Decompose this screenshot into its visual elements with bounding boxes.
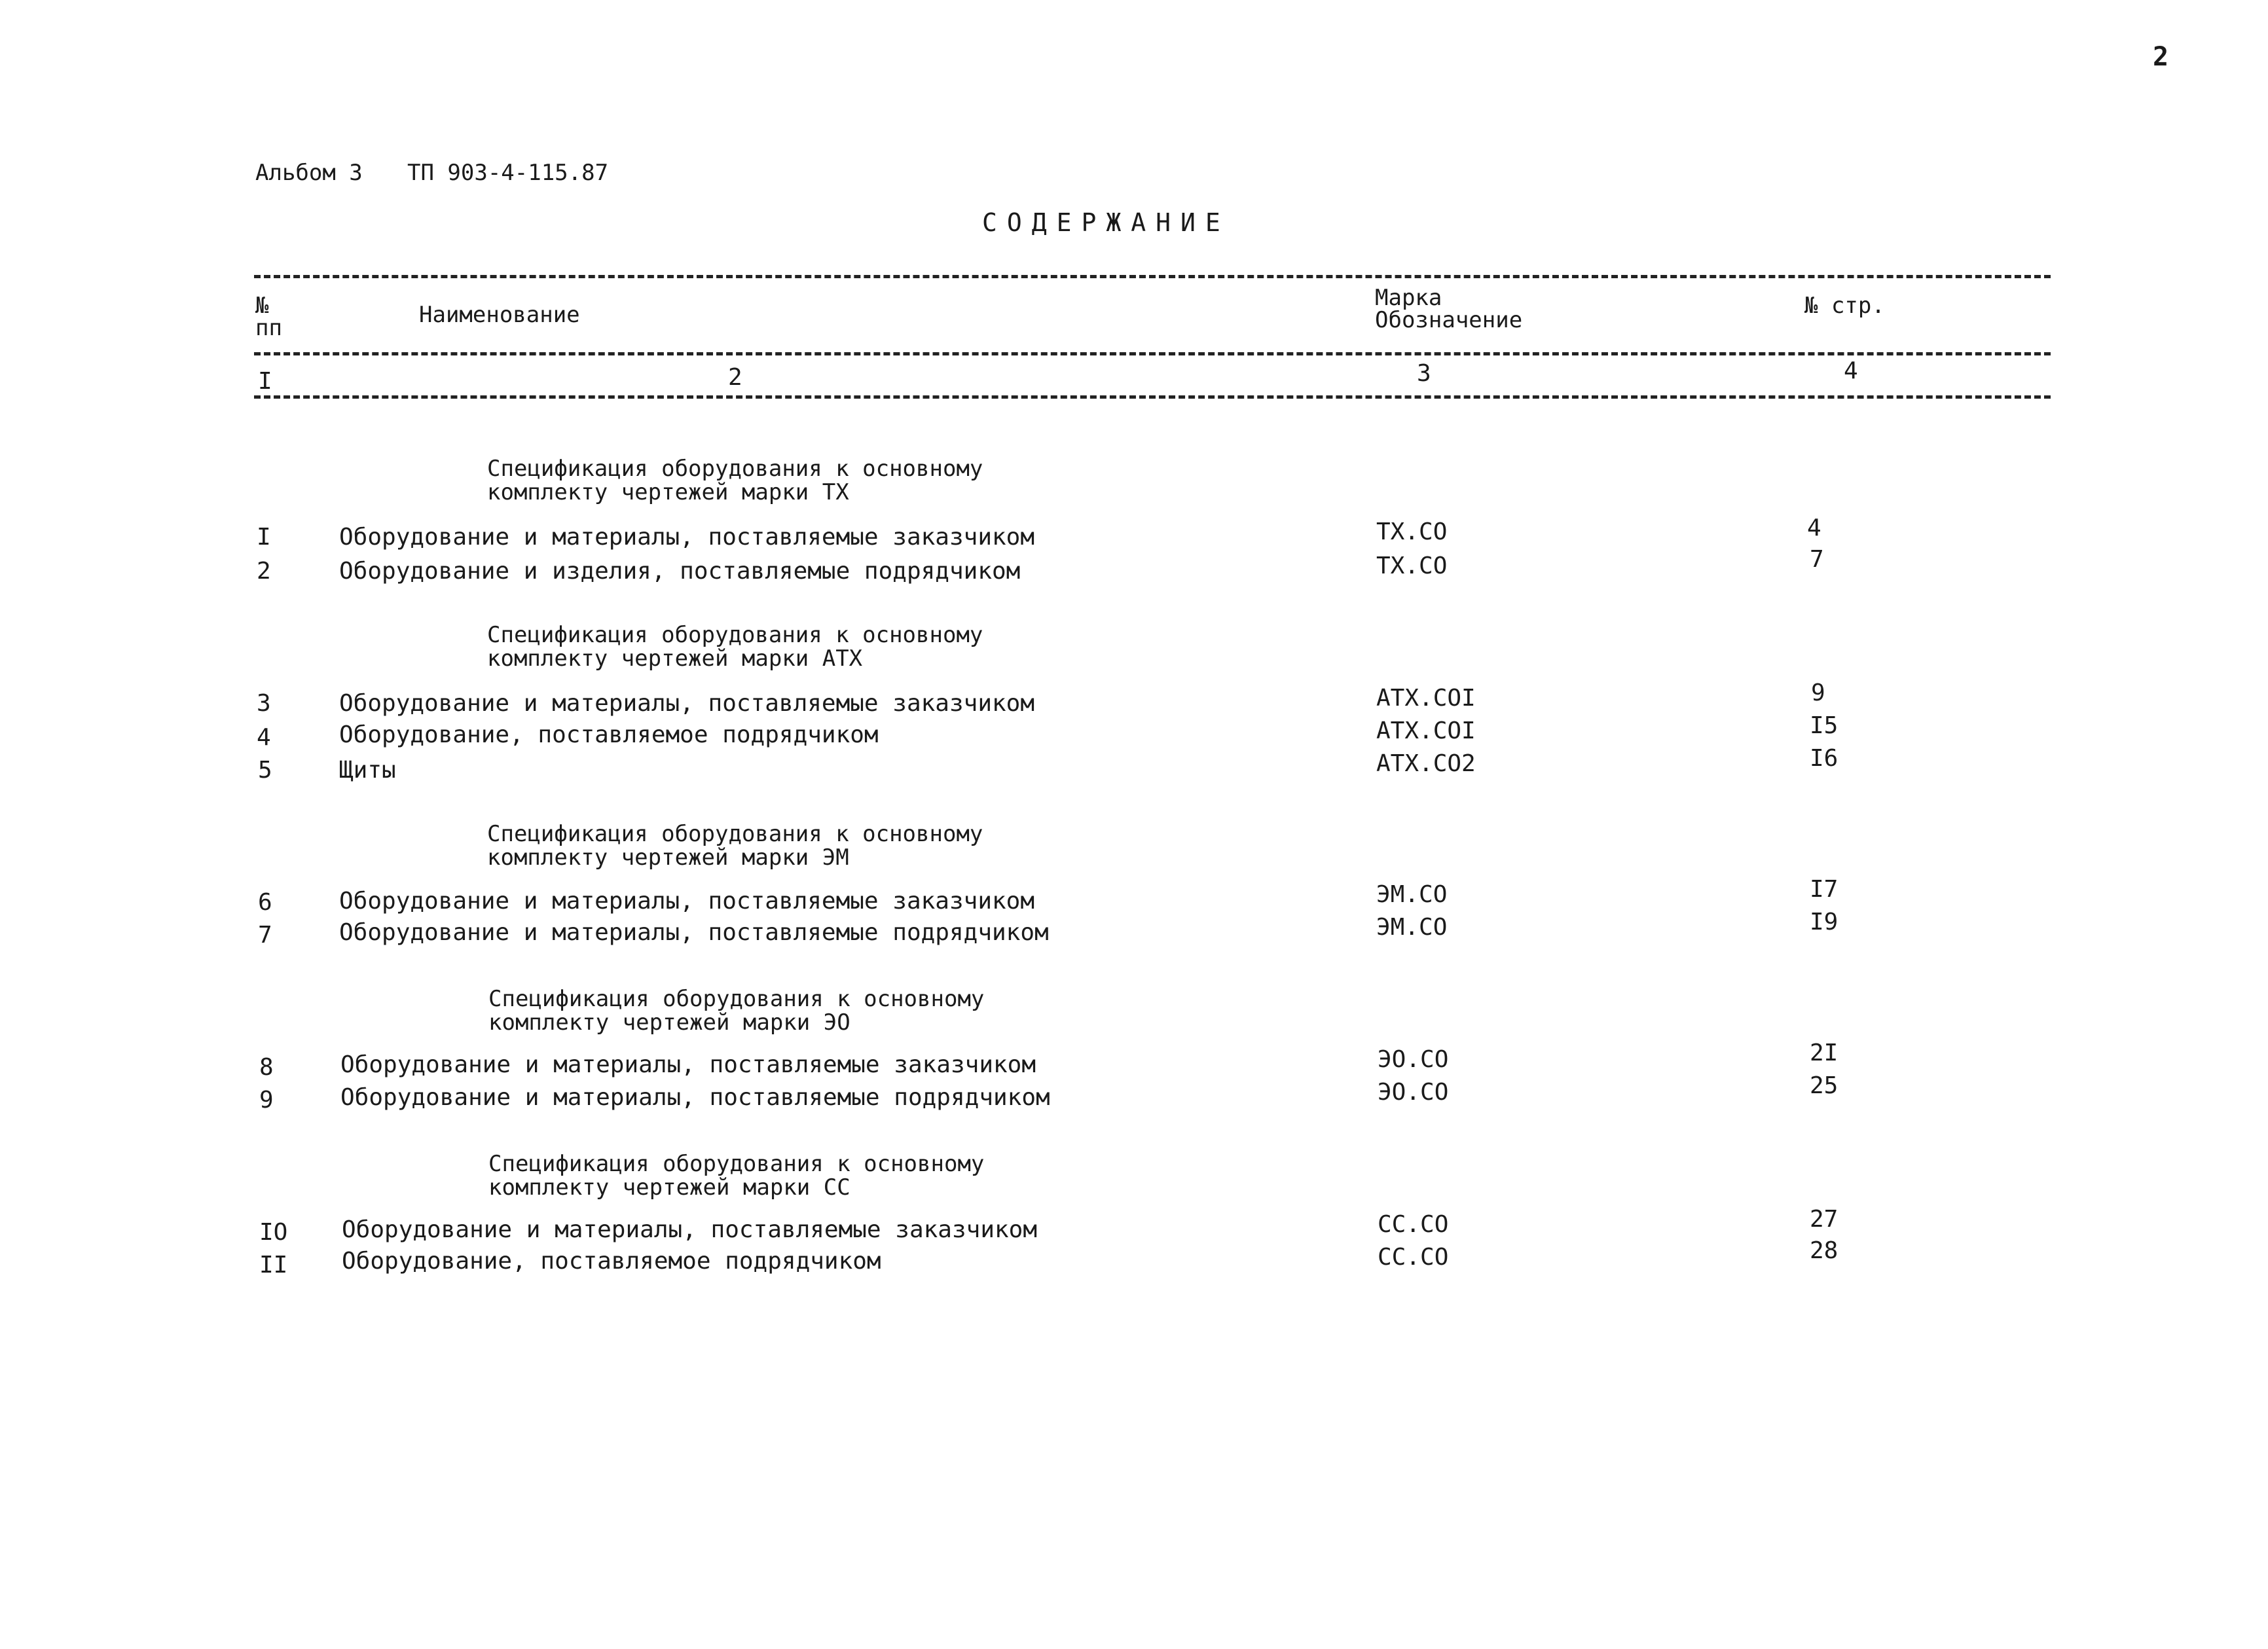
- header-middle-rule: [254, 352, 2051, 355]
- row-name: Оборудование и изделия, поставляемые подрядчиком: [339, 558, 1021, 585]
- column-number-1: I: [258, 368, 272, 395]
- row-number: 8: [259, 1054, 274, 1081]
- page-title: СОДЕРЖАНИЕ: [982, 208, 1230, 237]
- row-name: Оборудование и материалы, поставляемые заказчиком: [342, 1216, 1038, 1243]
- row-page: I7: [1810, 876, 1838, 903]
- header-page: № стр.: [1804, 293, 1885, 319]
- row-number: 9: [259, 1087, 274, 1114]
- row-number: 7: [258, 922, 272, 949]
- column-number-2: 2: [728, 364, 742, 391]
- header-top-rule: [254, 275, 2051, 278]
- row-number: 3: [257, 690, 271, 717]
- row-mark: АТХ.СОI: [1376, 685, 1476, 712]
- row-page: 7: [1810, 546, 1824, 573]
- row-mark: ТХ.СО: [1376, 518, 1448, 545]
- header-mark: Марка Обозначение: [1375, 285, 1523, 333]
- column-number-3: 3: [1417, 360, 1431, 387]
- row-page: 4: [1807, 515, 1821, 541]
- row-number: 6: [258, 889, 272, 916]
- column-number-4: 4: [1844, 357, 1858, 384]
- row-mark: ТХ.СО: [1376, 553, 1448, 579]
- row-page: 25: [1810, 1072, 1838, 1099]
- row-name: Оборудование и материалы, поставляемые заказчиком: [339, 524, 1035, 551]
- header-name: Наименование: [419, 302, 580, 328]
- album-label: Альбом 3: [255, 160, 363, 186]
- row-page: 28: [1810, 1237, 1838, 1264]
- row-page: I6: [1810, 745, 1838, 772]
- section-heading: Спецификация оборудования к основному комплекту чертежей марки ЭМ: [487, 821, 983, 871]
- row-page: 9: [1811, 680, 1825, 706]
- row-name: Оборудование и материалы, поставляемые заказчиком: [339, 690, 1035, 717]
- row-number: 4: [257, 724, 271, 751]
- row-mark: ЭМ.СО: [1376, 881, 1448, 908]
- row-name: Щиты: [339, 757, 396, 784]
- row-page: 27: [1810, 1206, 1838, 1233]
- row-name: Оборудование, поставляемое подрядчиком: [342, 1248, 881, 1275]
- section-heading: Спецификация оборудования к основному комплекту чертежей марки ЭО: [488, 986, 985, 1036]
- row-page: I9: [1810, 909, 1838, 935]
- row-number: I: [257, 524, 271, 551]
- row-mark: ЭО.СО: [1378, 1046, 1449, 1073]
- section-heading: Спецификация оборудования к основному комплекту чертежей марки СС: [488, 1151, 985, 1201]
- row-number: IO: [259, 1219, 288, 1246]
- row-mark: ЭМ.СО: [1376, 914, 1448, 941]
- section-heading: Спецификация оборудования к основному комплекту чертежей марки ТХ: [487, 456, 983, 505]
- document-code: ТП 903-4-115.87: [407, 160, 609, 186]
- row-number: 5: [258, 757, 272, 784]
- row-number: 2: [257, 558, 271, 585]
- row-number: II: [259, 1252, 288, 1278]
- header-bottom-rule: [254, 395, 2051, 399]
- row-page: 2I: [1810, 1040, 1838, 1066]
- row-name: Оборудование и материалы, поставляемые заказчиком: [339, 888, 1035, 915]
- header-num: № пп: [255, 293, 282, 341]
- row-page: I5: [1810, 712, 1838, 739]
- row-mark: АТХ.СОI: [1376, 717, 1476, 744]
- row-name: Оборудование и материалы, поставляемые подрядчиком: [340, 1084, 1050, 1111]
- section-heading: Спецификация оборудования к основному комплекту чертежей марки АТХ: [487, 622, 983, 672]
- row-name: Оборудование и материалы, поставляемые подрядчиком: [339, 919, 1049, 946]
- row-name: Оборудование и материалы, поставляемые заказчиком: [340, 1051, 1036, 1078]
- row-mark: ЭО.СО: [1378, 1079, 1449, 1106]
- row-mark: АТХ.СО2: [1376, 750, 1476, 777]
- page-number: 2: [2153, 42, 2169, 72]
- row-name: Оборудование, поставляемое подрядчиком: [339, 721, 879, 748]
- row-mark: СС.СО: [1378, 1244, 1449, 1271]
- row-mark: СС.СО: [1378, 1211, 1449, 1238]
